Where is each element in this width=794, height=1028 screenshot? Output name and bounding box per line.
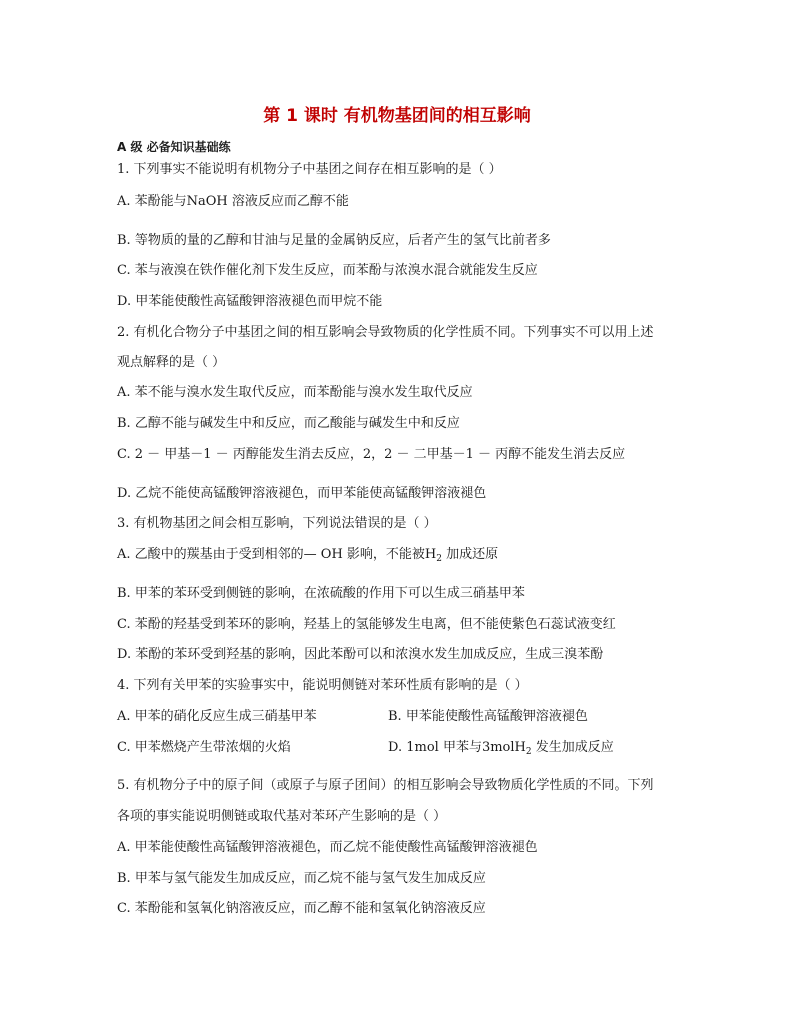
q1-option-b: B. 等物质的量的乙醇和甘油与足量的金属钠反应，后者产生的氢气比前者多: [117, 233, 551, 248]
q1-stem: 1. 下列事实不能说明有机物分子中基团之间存在相互影响的是（ ）: [117, 162, 502, 177]
q2-option-b: B. 乙醇不能与碱发生中和反应，而乙酸能与碱发生中和反应: [117, 416, 460, 431]
q4-option-b: B. 甲苯能使酸性高锰酸钾溶液褪色: [388, 709, 588, 724]
q3-option-a-text: A. 乙酸中的羰基由于受到相邻的— OH 影响，不能被H: [117, 547, 437, 562]
q3-option-a: [117, 547, 498, 567]
q2-stem-line1: 2. 有机化合物分子中基团之间的相互影响会导致物质的化学性质不同。下列事实不可以用上述: [117, 325, 654, 340]
q3-option-a-subscript: 2: [436, 554, 442, 564]
q3-option-c: C. 苯酚的羟基受到苯环的影响，羟基上的氢能够发生电离，但不能使紫色石蕊试液变红: [117, 617, 616, 632]
q3-stem: 3. 有机物基团之间会相互影响，下列说法错误的是（ ）: [117, 516, 437, 531]
q4-option-d-text: D. 1mol 甲苯与3molH: [388, 740, 526, 755]
q4-option-d: [388, 740, 614, 760]
q3-option-b: B. 甲苯的苯环受到侧链的影响，在浓硫酸的作用下可以生成三硝基甲苯: [117, 586, 525, 601]
q5-option-a: A. 甲苯能使酸性高锰酸钾溶液褪色，而乙烷不能使酸性高锰酸钾溶液褪色: [117, 840, 538, 855]
q1-option-c: C. 苯与液溴在铁作催化剂下发生反应，而苯酚与浓溴水混合就能发生反应: [117, 263, 538, 278]
q2-stem-line2: 观点解释的是（ ）: [117, 355, 226, 370]
section-heading: A 级 必备知识基础练: [117, 140, 231, 154]
q1-option-a: A. 苯酚能与NaOH 溶液反应而乙醇不能: [117, 194, 349, 209]
page-title: 第 1 课时 有机物基团间的相互影响: [263, 106, 531, 126]
q5-stem-line2: 各项的事实能说明侧链或取代基对苯环产生影响的是（ ）: [117, 809, 447, 824]
q3-option-d: D. 苯酚的苯环受到羟基的影响，因此苯酚可以和浓溴水发生加成反应，生成三溴苯酚: [117, 647, 604, 662]
q2-option-a: A. 苯不能与溴水发生取代反应，而苯酚能与溴水发生取代反应: [117, 385, 473, 400]
q2-option-d: D. 乙烷不能使高锰酸钾溶液褪色，而甲苯能使高锰酸钾溶液褪色: [117, 486, 487, 501]
q4-option-d-subscript: 2: [525, 747, 532, 757]
q4-stem: 4. 下列有关甲苯的实验事实中，能说明侧链对苯环性质有影响的是（ ）: [117, 678, 528, 693]
q1-option-d: D. 甲苯能使酸性高锰酸钾溶液褪色而甲烷不能: [117, 294, 383, 309]
q3-option-a-suffix: 加成还原: [441, 547, 499, 562]
q5-option-c: C. 苯酚能和氢氧化钠溶液反应，而乙醇不能和氢氧化钠溶液反应: [117, 901, 486, 916]
q5-option-b: B. 甲苯与氢气能发生加成反应，而乙烷不能与氢气发生加成反应: [117, 871, 486, 886]
q4-option-d-suffix: 发生加成反应: [531, 740, 614, 755]
q4-option-a: A. 甲苯的硝化反应生成三硝基甲苯: [117, 709, 317, 724]
q4-option-c: C. 甲苯燃烧产生带浓烟的火焰: [117, 740, 291, 755]
q5-stem-line1: 5. 有机物分子中的原子间（或原子与原子团间）的相互影响会导致物质化学性质的不同。下列: [117, 778, 654, 793]
q2-option-c: C. 2 － 甲基－1 － 丙醇能发生消去反应，2，2 － 二甲基－1 － 丙醇不能发生消去反应: [117, 447, 626, 462]
